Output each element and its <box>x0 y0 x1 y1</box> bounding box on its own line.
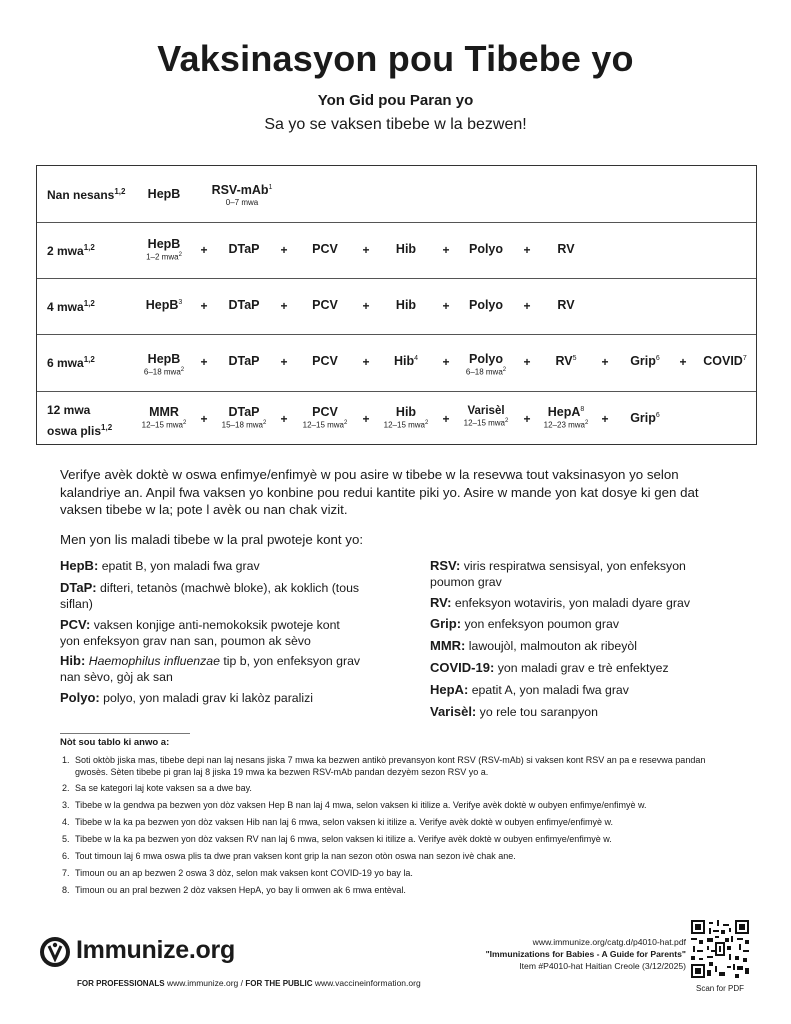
plus-sign: + <box>200 243 208 257</box>
ref-item: Item #P4010-hat Haitian Creole (3/12/2025) <box>519 961 686 971</box>
disease-item: Hib: Haemophilus influenzae tip b, yon enfeksyon grav nan sèvo, gòj ak san <box>60 653 361 684</box>
vaccine-dtap: DTaP 15–18 mwa$^2$ <box>221 405 267 430</box>
vaccine-hib: Hib$^4$ <box>393 354 419 368</box>
disease-item: Varisèl: yo rele tou saranpyon <box>430 704 598 719</box>
plus-sign: + <box>200 412 208 426</box>
disease-item: MMR: lawoujòl, malmouton ak ribeyòl <box>430 638 637 653</box>
plus-sign: + <box>362 243 370 257</box>
schedule-row-6-months <box>37 334 756 392</box>
schedule-row-12-months <box>37 391 756 444</box>
public-link[interactable]: www.vaccineinformation.org <box>314 978 421 988</box>
plus-sign: + <box>523 412 531 426</box>
plus-sign: + <box>442 355 450 369</box>
vaccine-polyo: Polyo <box>468 298 504 312</box>
page-tagline: Sa yo se vaksen tibebe w la bezwen! <box>264 116 527 133</box>
plus-sign: + <box>601 412 609 426</box>
pro-link[interactable]: www.immunize.org <box>166 978 239 988</box>
vaccine-hib: Hib 12–15 mwa$^2$ <box>383 405 429 430</box>
vaccine-hepb: HepB 1–2 mwa$^2$ <box>146 237 182 262</box>
note-item: 8. Timoun ou an pral bezwen 2 dòz vaksen HepA, yo bay li omwen ak 6 mwa entèval. <box>62 885 406 895</box>
disease-item: RSV: viris respiratwa sensisyal, yon enfeksyon poumon grav <box>430 558 686 589</box>
disease-item: PCV: vaksen konjige anti-nemokoksik pwoteje kont yon enfeksyon grav nan san, poumon ak sèvo <box>60 617 340 648</box>
vaccine-rv: RV <box>557 298 575 312</box>
vaccine-grip: Grip$^6$ <box>630 411 660 425</box>
vaccine-covid: COVID$^7$ <box>703 354 747 368</box>
vaccine-hib: Hib <box>395 242 417 256</box>
plus-sign: + <box>280 355 288 369</box>
plus-sign: + <box>442 243 450 257</box>
plus-sign: + <box>523 355 531 369</box>
note-item: 7. Timoun ou an ap bezwen 2 oswa 3 dòz, selon mak vaksen kont COVID-19 yo bay la. <box>62 868 413 878</box>
notes-divider <box>60 733 190 734</box>
disease-item: HepA: epatit A, yon maladi fwa grav <box>430 682 629 697</box>
vaccine-polyo: Polyo 6–18 mwa$^2$ <box>465 352 507 377</box>
vaccine-dtap: DTaP <box>228 298 260 312</box>
ref-title: "Immunizations for Babies - A Guide for Parents" <box>485 949 686 959</box>
vaccine-schedule-table <box>36 165 757 445</box>
age-label: Nan nesans$^{1,2}$ <box>47 187 126 202</box>
immunize-logo: Immunize.org <box>76 936 235 964</box>
immunize-logo-icon <box>40 937 70 967</box>
plus-sign: + <box>523 299 531 313</box>
note-item: 6. Tout timoun laj 6 mwa oswa plis ta dwe pran vaksen kont grip la nan sezon otòn oswa nan sezon ivè chak ane. <box>62 851 516 861</box>
vaccine-pcv: PCV 12–15 mwa$^2$ <box>302 405 348 430</box>
qr-code-icon[interactable] <box>691 920 749 978</box>
disease-item: DTaP: difteri, tetanòs (machwè bloke), ak koklich (tous siflan) <box>60 580 360 611</box>
vaccine-hepb: HepB 6–18 mwa$^2$ <box>143 352 185 377</box>
plus-sign: + <box>280 299 288 313</box>
vaccine-grip: Grip$^6$ <box>630 354 660 368</box>
schedule-row-2-months <box>37 222 756 279</box>
page-subtitle: Yon Gid pou Paran yo <box>317 92 474 109</box>
note-item: 5. Tibebe w la ka pa bezwen yon dòz vaksen RV nan laj 6 mwa, selon vaksen ki itilize a. Verifye avèk doktè w oubyen enfimye/enfimyè w. <box>62 834 612 844</box>
vaccine-hepb: HepB$^3$ <box>145 298 183 312</box>
notes-heading: Nòt sou tablo ki anwo a: <box>60 737 170 748</box>
disease-item: Polyo: polyo, yon maladi grav ki lakòz paralizi <box>60 690 313 705</box>
plus-sign: + <box>200 355 208 369</box>
public-label: FOR THE PUBLIC <box>245 979 313 988</box>
vaccine-varisel: Varisèl 12–15 mwa$^2$ <box>463 405 509 428</box>
vaccine-rv: RV <box>557 242 575 256</box>
note-item: 2. Sa se kategori laj kote vaksen sa a dwe bay. <box>62 783 252 793</box>
note-item: 3. Tibebe w la gendwa pa bezwen yon dòz vaksen Hep B nan laj 4 mwa, selon vaksen ki itilize a. Verifye avèk doktè w oubyen enfimye/enfimyè w. <box>62 800 647 810</box>
vaccine-hib: Hib <box>395 298 417 312</box>
scan-for-pdf-label: Scan for PDF <box>695 984 744 993</box>
vaccine-rsv-mab: RSV-mAb$^1$ 0–7 mwa <box>211 183 273 207</box>
plus-sign: + <box>442 412 450 426</box>
age-label: 12 mwa oswa plis$^{1,2}$ <box>47 403 113 438</box>
age-label: 4 mwa$^{1,2}$ <box>47 299 95 314</box>
plus-sign: + <box>362 299 370 313</box>
plus-sign: + <box>280 243 288 257</box>
disease-item: RV: enfeksyon wotaviris, yon maladi dyare grav <box>430 595 690 610</box>
plus-sign: + <box>362 412 370 426</box>
disease-item: COVID-19: yon maladi grav e trè enfektyez <box>430 660 669 675</box>
schedule-row-4-months <box>37 278 756 335</box>
plus-sign: + <box>200 299 208 313</box>
schedule-row-birth <box>37 166 756 223</box>
disease-item: Grip: yon enfeksyon poumon grav <box>430 616 619 631</box>
vaccine-hepb: HepB <box>147 187 181 201</box>
vaccine-pcv: PCV <box>312 242 338 256</box>
note-item: 1. Soti oktòb jiska mas, tibebe depi nan laj nesans jiska 7 mwa ka bezwen antikò prevansyon kont RSV (RSV-mAb) si vaksen kont RSV an pa e resevwa pandan gwosès. Sèten tibebe pi gran laj 8 jiska 19 mwa ka bezwen RSV-mAb pandan dezyèm sezon RSV yo a. <box>62 755 706 777</box>
plus-sign: + <box>523 243 531 257</box>
vaccine-pcv: PCV <box>312 354 338 368</box>
separator: / <box>238 978 246 988</box>
vaccine-dtap: DTaP <box>228 354 260 368</box>
vaccine-rv: $RV^5$ <box>555 354 577 368</box>
plus-sign: + <box>601 355 609 369</box>
plus-sign: + <box>362 355 370 369</box>
vaccine-polyo: Polyo <box>468 242 504 256</box>
age-label: 6 mwa$^{1,2}$ <box>47 355 95 370</box>
vaccine-hepa: HepA$^8$ 12–23 mwa$^2$ <box>543 405 589 430</box>
note-item: 4. Tibebe w la ka pa bezwen yon dòz vaksen Hib nan laj 6 mwa, selon vaksen ki itilize a. Verifye avèk doktè w oubyen enfimye/enfimyè w. <box>62 817 613 827</box>
disease-item: HepB: epatit B, yon maladi fwa grav <box>60 558 260 573</box>
age-label: 2 mwa$^{1,2}$ <box>47 243 95 258</box>
disease-list-intro: Men yon lis maladi tibebe w la pral pwoteje kont yo: <box>60 532 364 547</box>
intro-paragraph: Verifye avèk doktè w oswa enfimye/enfimyè w pou asire w tibebe w la resevwa tout vaksinasyon yo selon kalandriye an. Anpil fwa vaksen yo konbine pou redui kantite piki yo. Asire w mande yon kat dosye ki gen dat vaksen tibebe w la; pote l avèk ou nan chak vizit. <box>60 467 699 517</box>
vaccine-mmr: MMR 12–15 mwa$^2$ <box>141 405 187 430</box>
ref-url[interactable]: www.immunize.org/catg.d/p4010-hat.pdf <box>532 937 686 947</box>
vaccine-pcv: PCV <box>312 298 338 312</box>
plus-sign: + <box>442 299 450 313</box>
vaccine-dtap: DTaP <box>228 242 260 256</box>
page-title: Vaksinasyon pou Tibebe yo <box>157 38 634 79</box>
plus-sign: + <box>280 412 288 426</box>
plus-sign: + <box>679 355 687 369</box>
footer-links <box>77 978 421 988</box>
pro-label: FOR PROFESSIONALS <box>77 979 165 988</box>
